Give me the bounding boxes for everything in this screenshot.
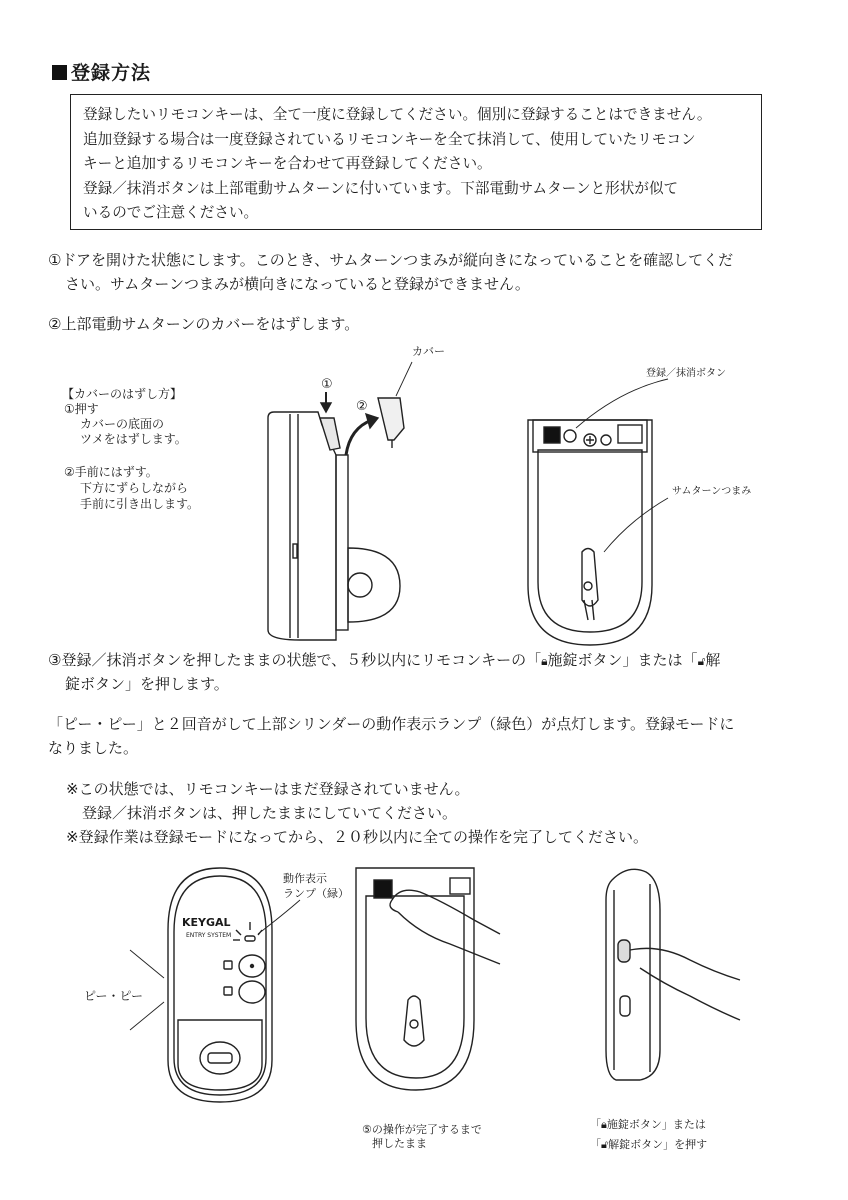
notice-line: 追加登録する場合は一度登録されているリモコンキーを全て抹消して、使用していたリモコン xyxy=(83,130,696,148)
step1-line1: ①ドアを開けた状態にします。このとき、サムターンつまみが縦向きになっていることを確認してくだ xyxy=(48,251,734,269)
notice-line: キーと追加するリモコンキーを合わせて再登録してください。 xyxy=(83,155,492,173)
notice-line: 登録したいリモコンキーは、全て一度に登録してください。個別に登録することはできません。 xyxy=(83,106,712,123)
caption-text: 「 xyxy=(590,1138,601,1151)
step1-line2: さい。サムターンつまみが横向きになっていると登録ができません。 xyxy=(65,275,530,293)
notice-line: いるのでご注意ください。 xyxy=(83,204,259,222)
note-line: ※登録作業は登録モードになってから、２０秒以内に全ての操作を完了してください。 xyxy=(66,828,648,846)
caption-text: 解錠ボタン」を押す xyxy=(608,1138,708,1151)
lock-icon: 🔒︎ xyxy=(601,1118,607,1131)
cover-removal-line: 手前に引き出します。 xyxy=(80,497,200,511)
brand-sub: ENTRY SYSTEM xyxy=(186,932,232,939)
caption-text: 施錠ボタン」または xyxy=(606,1118,706,1131)
step-num-2: ② xyxy=(356,399,368,414)
cover-removal-line: ①押す xyxy=(64,402,99,416)
beep-label: ピー・ピー xyxy=(84,989,144,1003)
note-line: ※この状態では、リモコンキーはまだ登録されていません。 xyxy=(66,780,470,798)
lamp-label: 動作表示 xyxy=(283,872,327,885)
note-line: 登録／抹消ボタンは、押したままにしていてください。 xyxy=(82,804,458,822)
step3-text: 解 xyxy=(705,651,721,669)
thumbturn-knob-label: サムターンつまみ xyxy=(672,486,752,497)
brand-logo: KEYGAL xyxy=(182,916,231,929)
result-line1: 「ピー・ピー」と２回音がして上部シリンダーの動作表示ランプ（緑色）が点灯します。登録モードに xyxy=(48,715,735,733)
result-line2: なりました。 xyxy=(48,739,139,757)
cover-removal-line: ツメをはずします。 xyxy=(80,432,187,446)
register-button-label: 登録／抹消ボタン xyxy=(646,368,726,379)
cover-removal-line: ②手前にはずす。 xyxy=(64,465,158,479)
cover-removal-line: カバーの底面の xyxy=(80,417,165,431)
section-title-text: 登録方法 xyxy=(71,62,152,84)
cover-label: カバー xyxy=(412,345,445,358)
caption-mid: ⑤の操作が完了するまで xyxy=(362,1123,482,1136)
caption-mid: 押したまま xyxy=(372,1137,427,1150)
cover-removal-heading: 【カバーのはずし方】 xyxy=(62,387,183,401)
step3-text: 施錠ボタン」または「 xyxy=(547,651,698,669)
step-num-1: ① xyxy=(321,377,333,392)
notice-line: 登録／抹消ボタンは上部電動サムターンに付いています。下部電動サムターンと形状が似て xyxy=(83,179,679,197)
cover-removal-line: 下方にずらしながら xyxy=(80,481,189,495)
step2-text: ②上部電動サムターンのカバーをはずします。 xyxy=(48,315,360,333)
lock-icon: 🔒︎ xyxy=(541,654,548,668)
caption-text: 「 xyxy=(590,1118,601,1131)
unlock-icon: 🔓︎ xyxy=(601,1138,609,1151)
step3-text: ③登録／抹消ボタンを押したままの状態で、５秒以内にリモコンキーの「 xyxy=(48,651,542,669)
unlock-icon: 🔓︎ xyxy=(697,654,706,668)
step3-line2: 錠ボタン」を押します。 xyxy=(65,675,229,693)
lamp-label: ランプ（緑） xyxy=(283,887,349,900)
